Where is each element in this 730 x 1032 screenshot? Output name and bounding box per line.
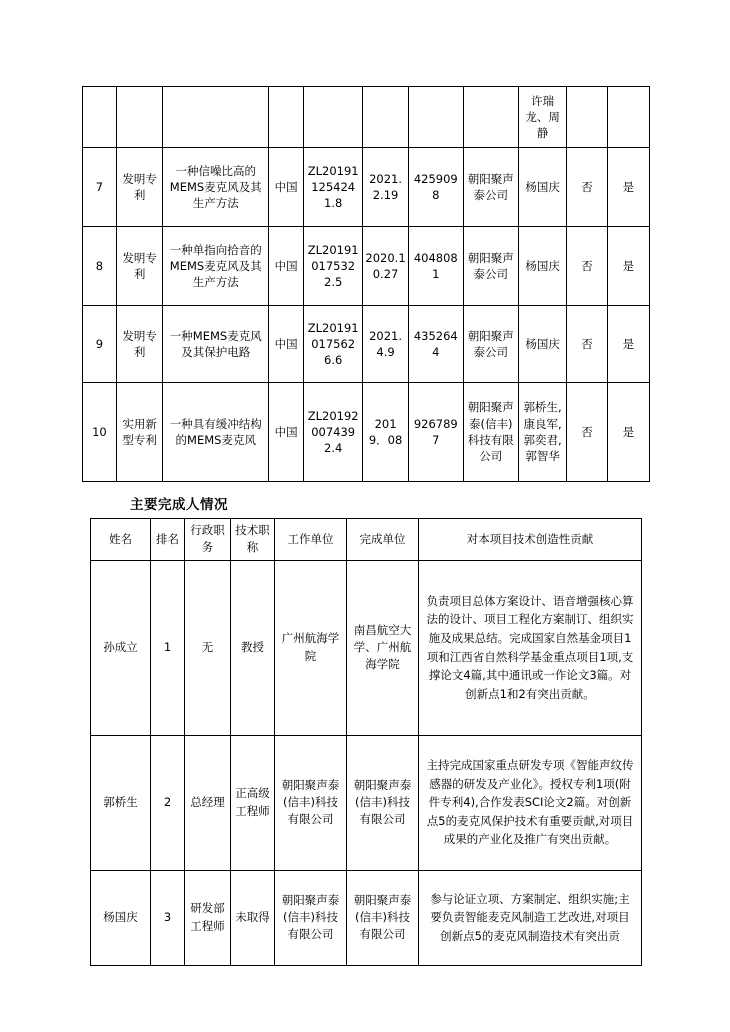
cell-person-title: 教授: [231, 560, 275, 735]
cell-empty-5: [304, 87, 363, 148]
cell-number: 4259098: [408, 148, 463, 227]
table-header-row: [91, 519, 642, 561]
cell-person-rank: 1: [151, 560, 185, 735]
cell-name: 一种MEMS麦克风及其保护电路: [163, 306, 269, 383]
cell-col9: 否: [567, 227, 607, 306]
cell-person-complete-unit: 南昌航空大学、广州航海学院: [347, 560, 419, 735]
table-row: [91, 735, 642, 870]
header-complete-unit: 完成单位: [347, 519, 419, 561]
cell-person-name: 杨国庆: [91, 870, 151, 965]
header-tech-title: 技术职称: [231, 519, 275, 561]
cell-col10: 是: [607, 383, 649, 482]
cell-person-work-unit: 朝阳聚声泰(信丰)科技有限公司: [275, 870, 347, 965]
cell-person-title: 未取得: [231, 870, 275, 965]
table-row: [83, 306, 650, 383]
cell-col9: 否: [567, 383, 607, 482]
cell-country: 中国: [269, 306, 304, 383]
cell-inventors-partial: 许瑞龙、周静: [518, 87, 567, 148]
cell-patent-no: ZL201911254241.8: [304, 148, 363, 227]
cell-index: 10: [83, 383, 117, 482]
cell-empty-3: [163, 87, 269, 148]
cell-person-contribution: 参与论证立项、方案制定、组织实施;主要负责智能麦克风制造工艺改进,对项目创新点5的麦克风制造技术有突出贡: [419, 870, 642, 965]
cell-index: 7: [83, 148, 117, 227]
cell-owner: 朝阳聚声泰(信丰)科技有限公司: [463, 383, 518, 482]
cell-empty-6: [363, 87, 408, 148]
cell-empty-7: [408, 87, 463, 148]
cell-owner: 朝阳聚声泰公司: [463, 148, 518, 227]
cell-inventor: 杨国庆: [518, 227, 567, 306]
cell-type: 发明专利: [116, 148, 163, 227]
table-row: [91, 870, 642, 965]
table-row-partial: [83, 87, 650, 148]
cell-empty-2: [116, 87, 163, 148]
contributors-table: [90, 518, 642, 966]
cell-empty-1: [83, 87, 117, 148]
cell-type: 发明专利: [116, 227, 163, 306]
cell-patent-no: ZL201910175626.6: [304, 306, 363, 383]
cell-inventor: 杨国庆: [518, 306, 567, 383]
cell-person-admin: 无: [185, 560, 231, 735]
cell-col10: 是: [607, 148, 649, 227]
cell-date: 2021.4.9: [363, 306, 408, 383]
cell-empty-10: [607, 87, 649, 148]
cell-person-work-unit: 朝阳聚声泰(信丰)科技有限公司: [275, 735, 347, 870]
cell-patent-no: ZL20192007439 2.4: [304, 383, 363, 482]
cell-date: 2019．08: [363, 383, 408, 482]
cell-owner: 朝阳聚声泰公司: [463, 227, 518, 306]
cell-person-work-unit: 广州航海学院: [275, 560, 347, 735]
cell-country: 中国: [269, 383, 304, 482]
cell-date: 2021.2.19: [363, 148, 408, 227]
cell-inventor: 郭桥生,康良军,郭奕君,郭智华: [518, 383, 567, 482]
cell-country: 中国: [269, 148, 304, 227]
cell-person-contribution: 主持完成国家重点研发专项《智能声纹传感器的研发及产业化》。授权专利1项(附件专利4),合作发表SCI论文2篇。对创新点5的麦克风保护技术有重要贡献,对项目成果的产业化及推广有突出贡献。: [419, 735, 642, 870]
cell-person-title: 正高级工程师: [231, 735, 275, 870]
cell-date: 2020.10.27: [363, 227, 408, 306]
cell-person-complete-unit: 朝阳聚声泰(信丰)科技有限公司: [347, 735, 419, 870]
header-rank: 排名: [151, 519, 185, 561]
cell-number: 9267897: [408, 383, 463, 482]
cell-empty-8: [463, 87, 518, 148]
cell-person-rank: 3: [151, 870, 185, 965]
cell-index: 8: [83, 227, 117, 306]
header-contribution: 对本项目技术创造性贡献: [419, 519, 642, 561]
cell-name: 一种信噪比高的MEMS麦克风及其生产方法: [163, 148, 269, 227]
cell-person-admin: 研发部工程师: [185, 870, 231, 965]
cell-person-admin: 总经理: [185, 735, 231, 870]
cell-type: 实用新型专利: [116, 383, 163, 482]
cell-col9: 否: [567, 306, 607, 383]
patent-table: [82, 86, 650, 482]
cell-col10: 是: [607, 227, 649, 306]
cell-patent-no: ZL201910175322.5: [304, 227, 363, 306]
table-row: [91, 560, 642, 735]
table-row: [83, 148, 650, 227]
section-title-main-contributors: 主要完成人情况: [130, 497, 228, 513]
header-work-unit: 工作单位: [275, 519, 347, 561]
cell-country: 中国: [269, 227, 304, 306]
cell-person-complete-unit: 朝阳聚声泰(信丰)科技有限公司: [347, 870, 419, 965]
cell-empty-4: [269, 87, 304, 148]
cell-name: 一种具有缓冲结构的MEMS麦克风: [163, 383, 269, 482]
cell-col9: 否: [567, 148, 607, 227]
cell-person-rank: 2: [151, 735, 185, 870]
cell-index: 9: [83, 306, 117, 383]
cell-number: 4048081: [408, 227, 463, 306]
people-table-wrapper: [82, 518, 650, 966]
cell-name: 一种单指向拾音的MEMS麦克风及其生产方法: [163, 227, 269, 306]
cell-type: 发明专利: [116, 306, 163, 383]
cell-number: 4352644: [408, 306, 463, 383]
header-name: 姓名: [91, 519, 151, 561]
cell-empty-9: [567, 87, 607, 148]
header-admin-title: 行政职务: [185, 519, 231, 561]
table-row: [83, 227, 650, 306]
cell-inventor: 杨国庆: [518, 148, 567, 227]
cell-person-contribution: 负责项目总体方案设计、语音增强核心算法的设计、项目工程化方案制订、组织实施及成果总结。完成国家自然基金项目1项和江西省自然科学基金重点项目1项,支撑论文4篇,其中通讯或一作论文3篇。对创新点1和2有突出贡献。: [419, 560, 642, 735]
cell-person-name: 孙成立: [91, 560, 151, 735]
cell-person-name: 郭桥生: [91, 735, 151, 870]
cell-owner: 朝阳聚声泰公司: [463, 306, 518, 383]
cell-col10: 是: [607, 306, 649, 383]
table-row: [83, 383, 650, 482]
